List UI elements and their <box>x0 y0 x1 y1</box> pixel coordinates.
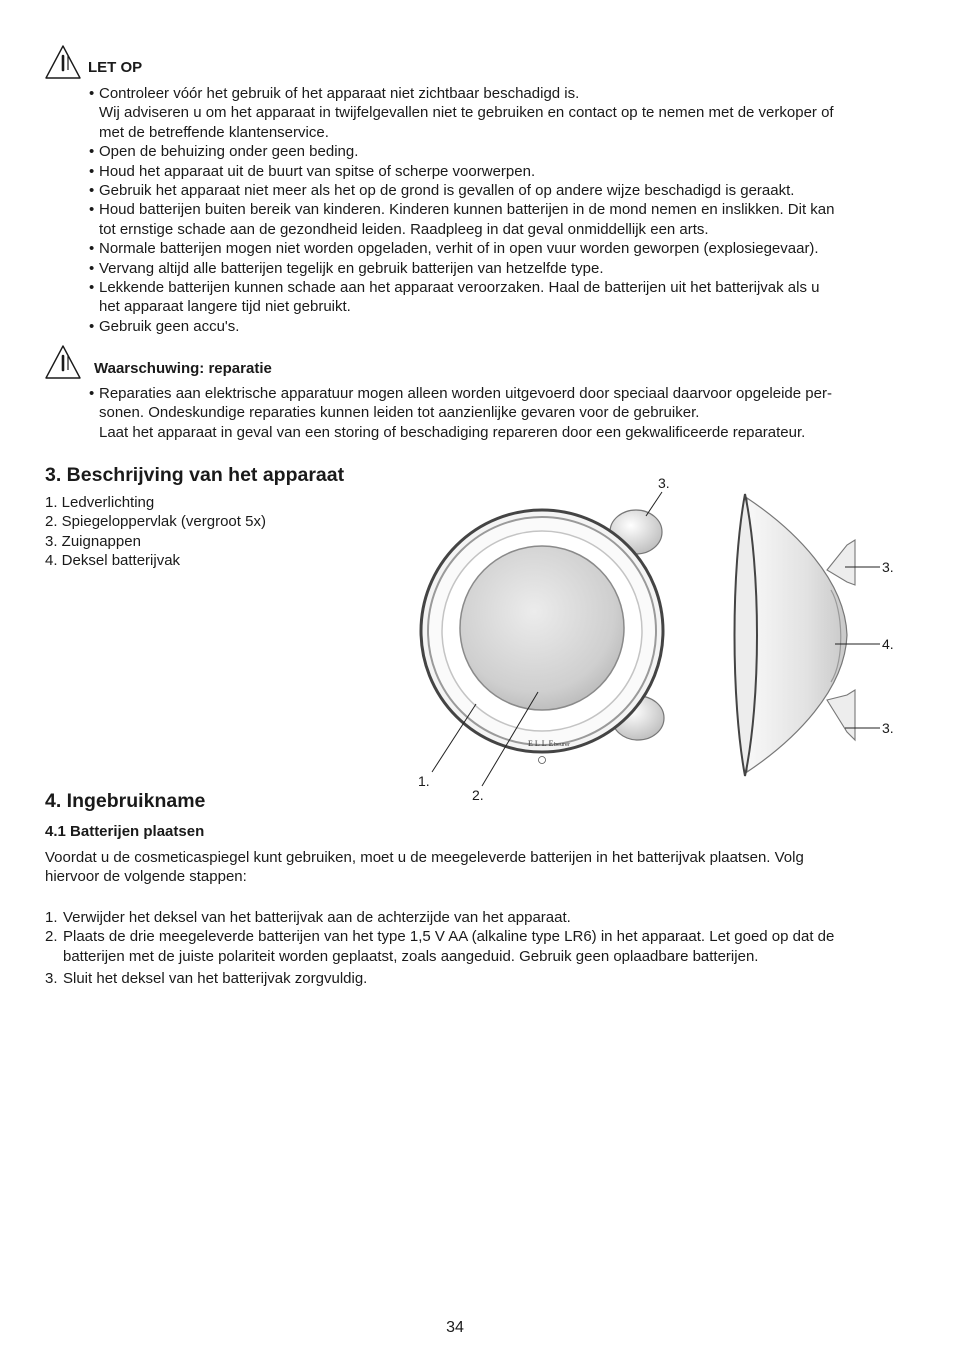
figure-label-4: 4. <box>882 636 894 652</box>
list-item: • Lekkende batterijen kunnen schade aan het apparaat veroorzaken. Haal de batterijen uit het batterijvak als u het apparaat langere tijd niet gebruikt. <box>89 278 919 317</box>
mirror-body <box>747 498 847 772</box>
list-item: • Controleer vóór het gebruik of het apparaat niet zichtbaar beschadigd is. Wij adviseren u om het apparaat in twijfelgevallen niet te gebruiken en contact op te nemen met de verkoper of met de betreffende klantenservice. <box>89 84 919 142</box>
figure-label-2: 2. <box>472 787 484 803</box>
figure-label-1: 1. <box>418 773 430 789</box>
suction-cup <box>827 690 855 740</box>
figure-label-3: 3. <box>882 559 894 575</box>
brand-logo: ELLE <box>528 739 556 748</box>
list-item: 1. Verwijder het deksel van het batterijvak aan de achterzijde van het apparaat. <box>45 909 571 926</box>
figure-label-3: 3. <box>882 720 894 736</box>
brand-logo-sub: beurer <box>554 742 570 748</box>
figure-label-3: 3. <box>658 475 670 491</box>
mirror-surface <box>460 546 624 710</box>
parts-list <box>45 493 266 571</box>
warning-triangle-icon <box>44 344 82 380</box>
list-item: • Gebruik het apparaat niet meer als het op de grond is gevallen of op andere wijze beschadigd is geraakt. <box>89 181 919 200</box>
section-heading-setup: 4. Ingebruikname <box>45 790 206 812</box>
page-number: 34 <box>446 1319 464 1336</box>
list-item: 2. Spiegeloppervlak (vergroot 5x) <box>45 513 266 531</box>
steps-list <box>45 908 915 989</box>
list-item: 2. Plaats de drie meegeleverde batterijen van het type 1,5 V AA (alkaline type LR6) in het apparaat. Let goed op dat de batterijen met de juiste polariteit worden geplaatst, zoals aangeduid. Gebruik geen oplaadbare batterijen. <box>45 928 835 965</box>
intro-paragraph: Voordat u de cosmeticaspiegel kunt gebruiken, moet u de meegeleverde batterijen in het batterijvak plaatsen. Volg hiervoor de volgende stappen: <box>45 849 804 886</box>
notice-title-let-op: LET OP <box>88 59 143 76</box>
mirror-front-illustration <box>410 470 680 800</box>
list-item: 3. Zuignappen <box>45 532 141 550</box>
repair-list <box>89 384 919 442</box>
list-item: • Gebruik geen accu's. <box>89 317 919 336</box>
suction-cup <box>827 540 855 585</box>
list-item: 4. Deksel batterijvak <box>45 552 181 570</box>
list-item: 1. Ledverlichting <box>45 494 155 511</box>
list-item: 3. Sluit het deksel van het batterijvak zorgvuldig. <box>45 970 368 988</box>
list-item: • Houd batterijen buiten bereik van kinderen. Kinderen kunnen batterijen in de mond nemen en inslikken. Dit kan tot ernstige schade aan de gezondheid leiden. Raadpleeg in dat geval onmiddellijk een arts. <box>89 200 919 239</box>
section-heading-description: 3. Beschrijving van het apparaat <box>45 464 345 486</box>
let-op-list <box>89 84 919 336</box>
list-item: • Vervang altijd alle batterijen tegelijk en gebruik batterijen van hetzelfde type. <box>89 259 919 278</box>
warning-triangle-icon <box>44 44 82 80</box>
list-item: • Reparaties aan elektrische apparatuur mogen alleen worden uitgevoerd door speciaal daarvoor opgeleide per- sonen. Ondeskundige reparaties kunnen leiden tot aanzienlijke gevaren voor de gebruiker. Laat het apparaat in geval van een storing of beschadiging repareren door een gekwalificeerde reparateur. <box>89 384 919 442</box>
power-button-icon <box>539 757 546 764</box>
notice-title-repair: Waarschuwing: reparatie <box>94 360 272 377</box>
list-item: • Normale batterijen mogen niet worden opgeladen, verhit of in open vuur worden geworpen (explosiegevaar). <box>89 239 919 258</box>
list-item: • Open de behuizing onder geen beding. <box>89 142 919 161</box>
list-item: • Houd het apparaat uit de buurt van spitse of scherpe voorwerpen. <box>89 162 919 181</box>
sub-heading-batteries: 4.1 Batterijen plaatsen <box>45 823 205 840</box>
